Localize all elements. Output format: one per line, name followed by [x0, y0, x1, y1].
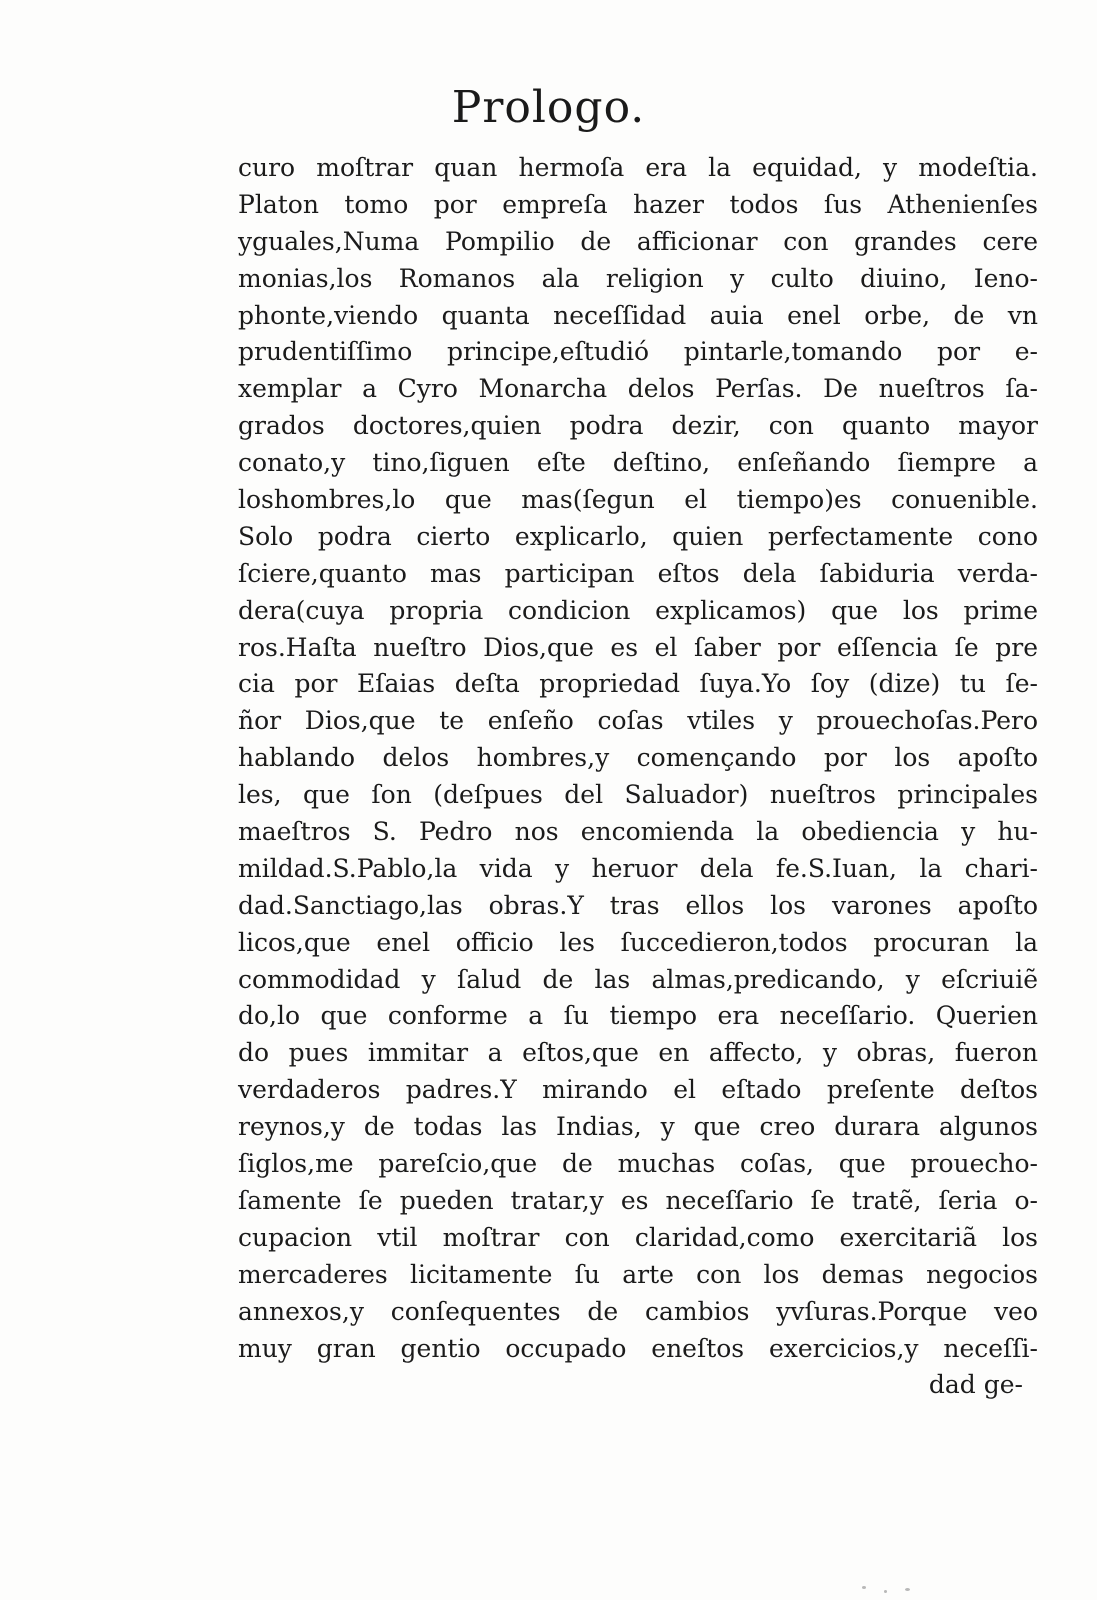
text-line: phonte,viendo quanta neceſſidad auia enel orbe, de vn — [238, 300, 1038, 330]
text-line: mildad.S.Pablo,la vida y heruor dela fe.S.Iuan, la chari- — [238, 853, 1038, 883]
text-line: cupacion vtil moſtrar con claridad,como exercitariã los — [238, 1222, 1038, 1252]
text-line: xemplar a Cyro Monarcha delos Perſas. De nueſtros ſa- — [238, 374, 1038, 404]
text-line: annexos,y conſequentes de cambios yvſuras.Porque veo — [238, 1296, 1038, 1326]
text-line: dera(cuya propria condicion explicamos) que los prime — [238, 595, 1038, 625]
text-line: maeſtros S. Pedro nos encomienda la obediencia y hu- — [238, 817, 1038, 847]
text-line: loshombres,lo que mas(ſegun el tiempo)es conuenible. — [238, 485, 1038, 515]
text-line: dad.Sanctiago,las obras.Y tras ellos los varones apoſto — [238, 890, 1038, 920]
text-line: muy gran gentio occupado eneſtos exercicios,y neceſſi- — [238, 1333, 1038, 1363]
text-line: grados doctores,quien podra dezir, con quanto mayor — [238, 411, 1038, 441]
text-line: hablando delos hombres,y començando por los apoſto — [238, 743, 1038, 773]
text-line: mercaderes licitamente ſu arte con los demas negocios — [238, 1259, 1038, 1289]
text-line: les, que ſon (deſpues del Saluador) nueſtros principales — [238, 780, 1038, 810]
body-text — [238, 150, 1038, 1404]
page-header: Prologo. — [451, 82, 646, 133]
text-line: Solo podra cierto explicarlo, quien perfectamente cono — [238, 521, 1038, 551]
text-line: do,lo que conforme a ſu tiempo era neceſſario. Querien — [238, 1001, 1038, 1031]
text-line: do pues immitar a eſtos,que en affecto, y obras, fueron — [238, 1038, 1038, 1068]
text-line: cia por Eſaias deſta propriedad ſuya.Yo ſoy (dize) tu ſe- — [238, 669, 1038, 699]
text-line: yguales,Numa Pompilio de afficionar con grandes cere — [238, 226, 1038, 256]
text-line: ſiglos,me pareſcio,que de muchas coſas, que prouecho- — [238, 1149, 1038, 1179]
text-line: commodidad y ſalud de las almas,predicando, y eſcriuiẽ — [238, 964, 1038, 994]
text-line: prudentiſſimo principe,eſtudió pintarle,tomando por e- — [238, 337, 1038, 367]
text-line: ſamente ſe pueden tratar,y es neceſſario ſe tratẽ, ſeria o- — [238, 1185, 1038, 1215]
catchword: dad ge- — [928, 1370, 1023, 1400]
text-line: Platon tomo por empreſa hazer todos ſus Athenienſes — [238, 189, 1038, 219]
text-line: reynos,y de todas las Indias, y que creo durara algunos — [238, 1112, 1038, 1142]
text-line: ros.Haſta nueſtro Dios,que es el ſaber por eſſencia ſe pre — [238, 632, 1038, 662]
scan-speck — [862, 1586, 866, 1589]
text-line: verdaderos padres.Y mirando el eſtado preſente deſtos — [238, 1075, 1038, 1105]
text-line: licos,que enel officio les ſuccedieron,todos procuran la — [238, 927, 1038, 957]
scan-speck — [905, 1588, 910, 1591]
text-line: conato,y tino,ſiguen eſte deſtino, enſeñando ſiempre a — [238, 448, 1038, 478]
text-line: ſciere,quanto mas participan eſtos dela ſabiduria verda- — [238, 558, 1038, 588]
text-line: monias,los Romanos ala religion y culto diuino, Ieno- — [238, 263, 1038, 293]
text-line: curo moſtrar quan hermoſa era la equidad, y modeſtia. — [238, 153, 1038, 182]
scan-speck — [884, 1590, 887, 1593]
text-line: ñor Dios,que te enſeño coſas vtiles y prouechoſas.Pero — [238, 706, 1038, 736]
